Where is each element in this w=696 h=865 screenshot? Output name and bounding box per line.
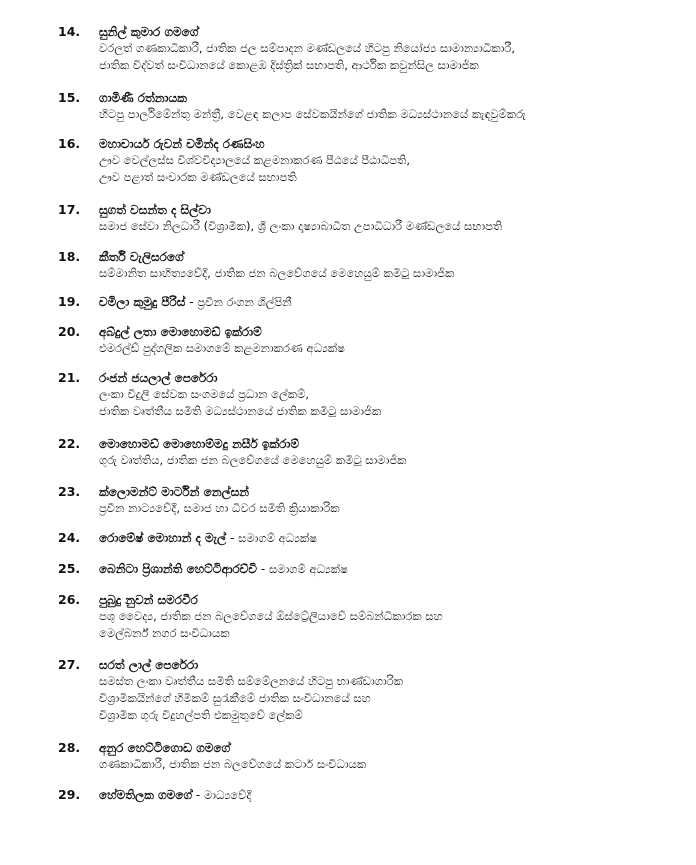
entry-separator: -	[185, 295, 198, 309]
entry-number: 14.	[58, 24, 81, 39]
entry-body	[99, 530, 659, 546]
entry-description-line: සමස්ත ලංකා වෘත්තීය සමිති සම්මේලනයේ හිටපු භාණ්ඩාගාරික	[99, 674, 404, 688]
entry-body	[99, 787, 659, 803]
entry-body	[99, 90, 659, 123]
entry-name: සුනිල් කුමාර ගමගේ	[99, 25, 199, 39]
entry-description-line: පශු වෛද්‍ය, ජාතික ජන බලවේගයේ ඕස්ට්‍රේලියාවේ සම්බන්ධීකාරක සහ	[99, 609, 443, 623]
entry-role: සමාගම් අධ්‍යක්ෂ	[238, 531, 318, 545]
entry-description-line: ගුරු වෘත්තිය, ජාතික ජන බලවේගයේ මෙහෙයුම් කමිටු සාමාජික	[99, 453, 407, 467]
entry-name: රංජන් ජයලාල් පෙරේරා	[99, 371, 218, 385]
entry-name: හේමතිලක ගමගේ	[99, 788, 193, 802]
entry-name: පුබුදු නුවන් සමරවීර	[99, 593, 198, 607]
entry-body	[99, 202, 659, 235]
entry-name: සුගත් වසන්ත ද සිල්වා	[99, 203, 211, 217]
entry-name: රොමේෂ් මොහාන් ද මැල්	[99, 531, 227, 545]
entry-description-line: වරලත් ගණකාධිකාරී, ජාතික ජල සම්පාදන මණ්ඩලයේ හිටපු නියෝජ්‍ය සාමාන්‍යාධිකාරී,	[99, 41, 516, 55]
entry-number: 26.	[58, 592, 81, 607]
entry-separator: -	[192, 788, 204, 802]
entry-role: මාධ්‍යවේදී	[204, 788, 252, 802]
entry-separator: -	[226, 531, 239, 545]
entry-description-line: සමාජ සේවා නිලධාරී (විශ්‍රාමික), ශ්‍රී ලංකා දෘෂ්‍යාබාධිත උපාධිධාරී මණ්ඩලයේ සභාපති	[99, 219, 503, 233]
entry-name: චමිලා කුමුදු පීරිස්	[99, 295, 186, 309]
entry-name: කීර්ති වැලිසරගේ	[99, 250, 184, 264]
entry-description-line: ලංකා විදුලි සේවක සංගමයේ ප්‍රධාන ලේකම්,	[99, 387, 310, 401]
entry-body	[99, 484, 659, 517]
entry-body	[99, 740, 659, 773]
entry-number: 16.	[58, 136, 81, 151]
entry-name: සරත් ලාල් පෙරේරා	[99, 658, 199, 672]
entry-role: සමාගම් අධ්‍යක්ෂ	[268, 562, 348, 576]
entry-description-line: ඌව වෙල්ලස්ස විශ්වවිද්‍යාලයේ කළමනාකරණ පීඨයේ පීඨාධිපති,	[99, 153, 411, 167]
entry-description-line: හිටපු පාර්ලිමේන්තු මන්ත්‍රී, වෙළඳ කලාප සේවකයින්ගේ ජාතික මධ්‍යස්ථානයේ කැඳවුම්කරු	[99, 107, 526, 121]
entry-description-line: ජාතික විද්වත් සංවිධානයේ කොළඹ දිස්ත්‍රික් සභාපති, ආර්ථික කවුන්සිල සාමාජික	[99, 58, 479, 72]
entry-name: අබ්දුල් ලතා මොහොමඩ් ඉක්රාම්	[99, 325, 262, 339]
entry-number: 23.	[58, 484, 81, 499]
entry-description-line: ජාතික වෘත්තීය සමිති මධ්‍යස්ථානයේ ජාතික කමිටු සාමාජික	[99, 404, 382, 418]
entry-description-line: විශ්‍රාමික ගුරු විදුහල්පති එකමුතුවේ ලේකම්	[99, 708, 303, 722]
entry-number: 28.	[58, 740, 81, 755]
entry-name: මහාචාර්ය රුවන් චමින්ද රණසිංහ	[99, 137, 265, 151]
entry-number: 18.	[58, 249, 81, 264]
entry-name-with-role	[99, 530, 659, 546]
entry-name: ගාමිණී රත්නායක	[99, 91, 187, 105]
entry-number: 24.	[58, 530, 81, 545]
entry-number: 29.	[58, 787, 81, 802]
entry-name-with-role	[99, 561, 659, 577]
entry-description-line: ඌව පළාත් සංචාරක මණ්ඩලයේ සභාපති	[99, 170, 297, 184]
entry-description-line: ප්‍රවීන නාට්‍යවේදී, සමාජ හා ධීවර සමිති ක්‍රියාකාරික	[99, 501, 340, 515]
entry-number: 15.	[58, 90, 81, 105]
entry-body	[99, 657, 659, 724]
entry-number: 22.	[58, 436, 81, 451]
entry-number: 17.	[58, 202, 81, 217]
entry-body	[99, 592, 659, 642]
entry-body	[99, 370, 659, 420]
entry-number: 25.	[58, 561, 81, 576]
entry-number: 27.	[58, 657, 81, 672]
entry-body	[99, 24, 659, 74]
entry-body	[99, 294, 659, 310]
entry-name: බෙනිටා ප්‍රිශාන්ති හෙට්ටිආරච්චි	[99, 562, 258, 576]
entry-name: ක්ලොමන්ට් මාර්ටින් නෙල්සන්	[99, 485, 250, 499]
entry-body	[99, 249, 659, 282]
entry-name-with-role	[99, 787, 659, 803]
entry-body	[99, 561, 659, 577]
entry-name: අනුර හෙට්ටිගොඩ ගමගේ	[99, 741, 231, 755]
entry-description-line: සම්මානිත සාහිත්‍යවේදී, ජාතික ජන බලවේගයේ මෙහෙයුම් කමිටු සාමාජික	[99, 266, 455, 280]
entry-role: ප්‍රවීන රංගන ශිල්පිනී	[197, 295, 292, 309]
entry-body	[99, 136, 659, 186]
entry-number: 19.	[58, 294, 81, 309]
entry-body	[99, 324, 659, 357]
entry-description-line: මෙල්බර්න් නගර සංවිධායක	[99, 626, 230, 640]
entry-number: 20.	[58, 324, 81, 339]
entry-description-line: එමරල්ඩ් පුද්ගලික සමාගමේ කළමනාකරණ අධ්‍යක්ෂ	[99, 341, 345, 355]
entry-description-line: ගණකාධිකාරී, ජාතික ජන බලවේගයේ කටාර් සංවිධායක	[99, 757, 367, 771]
entry-name: මොහොමඩ් මොහොම්මදු නසීර් ඉක්රාම්	[99, 437, 299, 451]
entry-name-with-role	[99, 294, 659, 310]
entry-description-line: විශ්‍රාමිකයින්ගේ හිමිකම් සුරැකීමේ ජාතික සංවිධානයේ සහ	[99, 691, 371, 705]
entry-separator: -	[257, 562, 269, 576]
entry-number: 21.	[58, 370, 81, 385]
entry-body	[99, 436, 659, 469]
